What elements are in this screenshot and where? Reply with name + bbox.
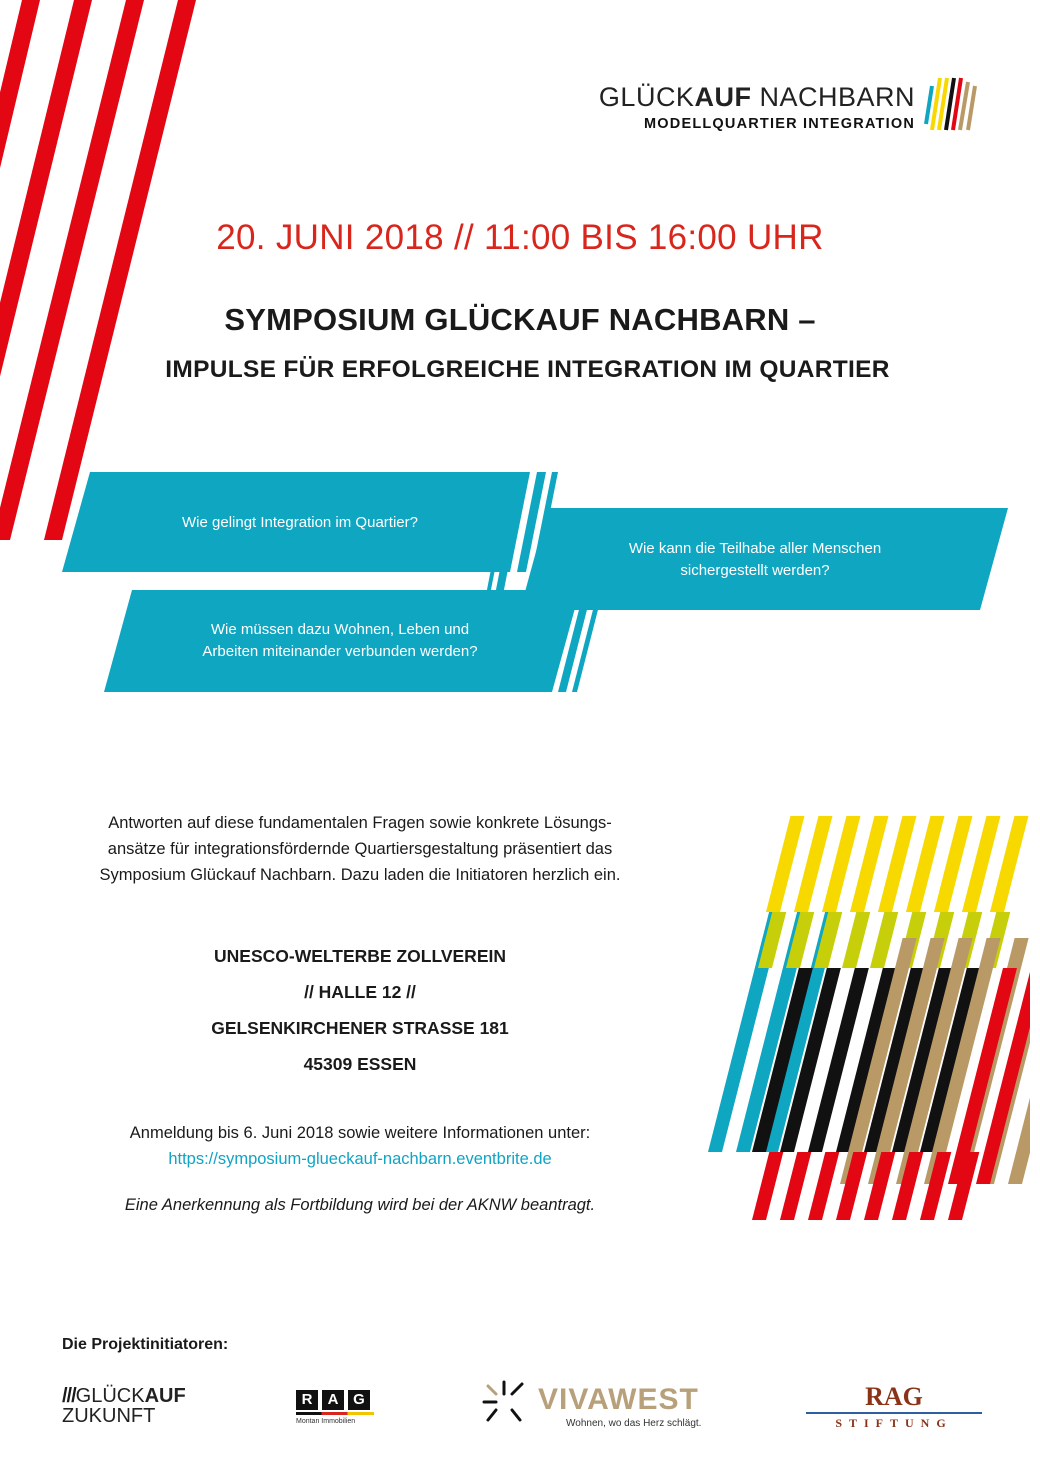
stripe-lime bbox=[842, 912, 870, 968]
stripe-red bbox=[836, 1152, 867, 1220]
question-3-line2: Arbeiten miteinander verbunden werden? bbox=[202, 643, 478, 660]
vivawest-star-icon bbox=[482, 1380, 532, 1426]
stripe-red bbox=[780, 1152, 811, 1220]
event-title: SYMPOSIUM GLÜCKAUF NACHBARN – bbox=[224, 302, 816, 337]
rag-stiftung-logo bbox=[806, 1384, 982, 1431]
question-1: Wie gelingt Integration im Quartier? bbox=[182, 514, 418, 531]
logo-subtitle: MODELLQUARTIER INTEGRATION bbox=[644, 116, 915, 132]
venue-line-4: 45309 ESSEN bbox=[303, 1054, 417, 1074]
vivawest-tagline: Wohnen, wo das Herz schlägt. bbox=[566, 1418, 702, 1429]
gz-line2: ZUKUNFT bbox=[62, 1405, 156, 1427]
rag-letter: A bbox=[322, 1390, 344, 1410]
rag-stiftung-sub: STIFTUNG bbox=[835, 1416, 953, 1430]
rag-color-bar bbox=[296, 1412, 374, 1415]
registration-text: Anmeldung bis 6. Juni 2018 sowie weitere Informationen unter: bbox=[129, 1124, 591, 1142]
event-subtitle: IMPULSE FÜR ERFOLGREICHE INTEGRATION IM QUARTIER bbox=[165, 356, 890, 383]
stripe-lime bbox=[870, 912, 898, 968]
registration-info bbox=[40, 1120, 680, 1172]
registration-link[interactable]: https://symposium-glueckauf-nachbarn.eventbrite.de bbox=[168, 1150, 552, 1168]
stripe-red bbox=[752, 1152, 783, 1220]
question-3-line1: Wie müssen dazu Wohnen, Leben und bbox=[210, 621, 470, 638]
event-date: 20. JUNI 2018 // 11:00 BIS 16:00 UHR bbox=[216, 218, 824, 257]
intro-line-1: Antworten auf diese fundamentalen Fragen sowie konkrete Lösungs- bbox=[108, 814, 612, 832]
rag-letter: R bbox=[296, 1390, 318, 1410]
question-2-line1: Wie kann die Teilhabe aller Menschen bbox=[628, 540, 882, 557]
venue-line-3: GELSENKIRCHENER STRASSE 181 bbox=[211, 1018, 509, 1038]
glueckauf-nachbarn-logo bbox=[600, 72, 990, 142]
stripe-red bbox=[920, 1152, 951, 1220]
rag-montan-subtitle: Montan Immobilien bbox=[296, 1418, 356, 1425]
initiators-label: Die Projektinitiatoren: bbox=[62, 1336, 229, 1353]
rag-stiftung-name: RAG bbox=[865, 1382, 923, 1411]
intro-paragraph bbox=[40, 810, 680, 888]
glueckauf-zukunft-logo bbox=[62, 1386, 186, 1426]
venue-line-2: // HALLE 12 // bbox=[304, 982, 416, 1002]
rag-stiftung-divider bbox=[806, 1412, 982, 1414]
question-3 bbox=[170, 619, 510, 663]
gz-line1-bold: AUF bbox=[144, 1385, 186, 1407]
question-2 bbox=[590, 538, 920, 582]
stripe-red bbox=[808, 1152, 839, 1220]
intro-line-2: ansätze für integrationsfördernde Quartiersgestaltung präsentiert das bbox=[107, 840, 613, 858]
gz-line1-light: GLÜCK bbox=[75, 1385, 145, 1407]
vivawest-name: VIVAWEST bbox=[538, 1383, 699, 1416]
gz-slashes: /// bbox=[62, 1385, 76, 1407]
rag-letter: G bbox=[348, 1390, 370, 1410]
question-2-line2: sichergestellt werden? bbox=[680, 562, 830, 579]
stripe-red bbox=[864, 1152, 895, 1220]
rag-montan-logo bbox=[296, 1390, 374, 1425]
decorative-red-stripes bbox=[0, 0, 200, 540]
multicolor-stripes-icon bbox=[922, 72, 982, 134]
stripe-artwork bbox=[700, 808, 1030, 1228]
certification-note: Eine Anerkennung als Fortbildung wird bei der AKNW beantragt. bbox=[124, 1196, 596, 1214]
venue-line-1: UNESCO-WELTERBE ZOLLVEREIN bbox=[214, 946, 506, 966]
logo-title: GLÜCKAUF NACHBARN bbox=[598, 82, 915, 112]
intro-line-3: Symposium Glückauf Nachbarn. Dazu laden die Initiatoren herzlich ein. bbox=[99, 866, 621, 884]
stripe-red bbox=[892, 1152, 923, 1220]
venue-address bbox=[40, 938, 680, 1082]
